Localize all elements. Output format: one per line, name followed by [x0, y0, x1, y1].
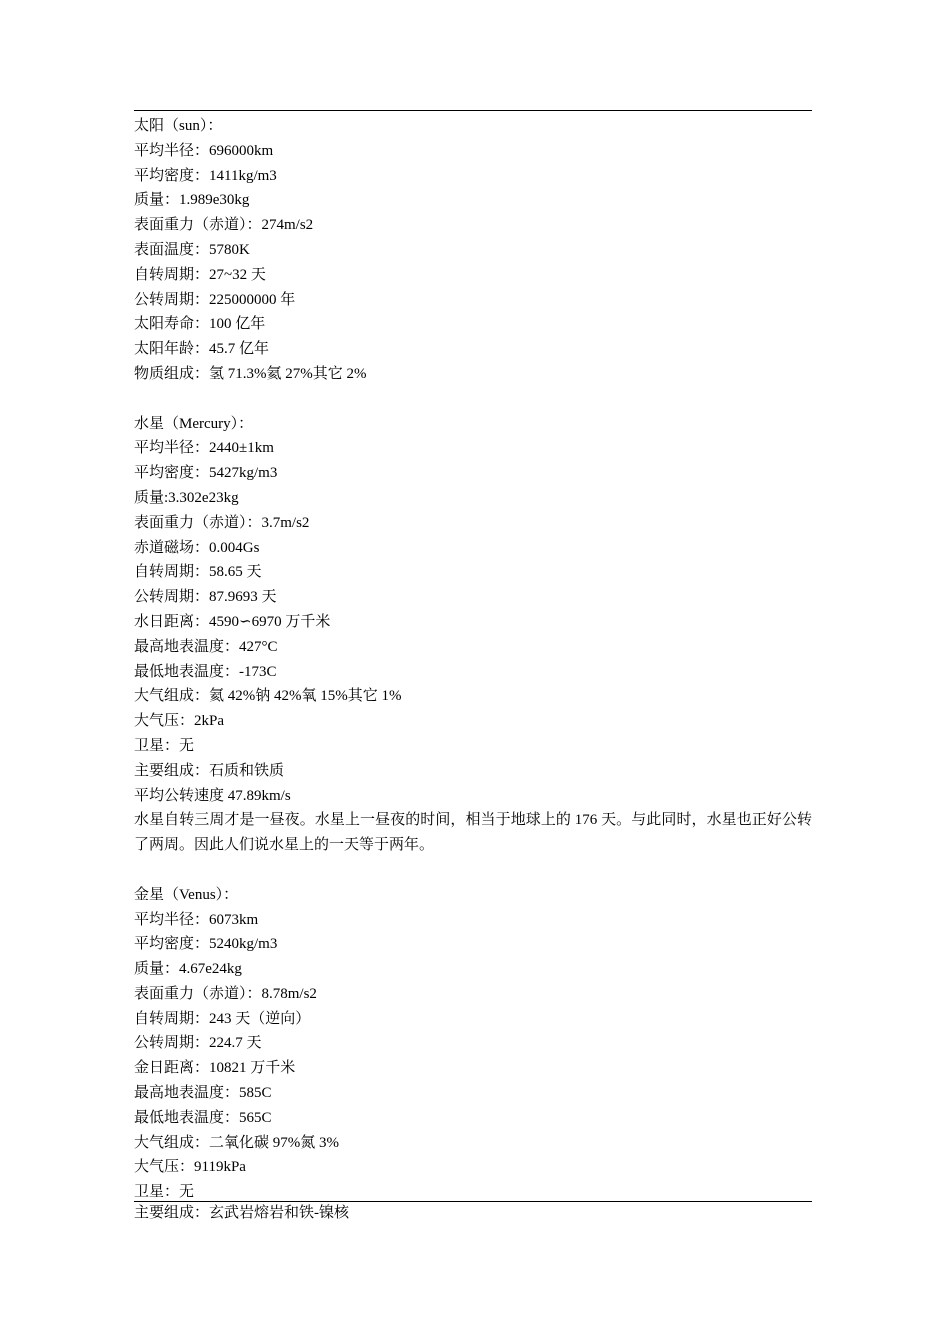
fact-line: 最低地表温度：-173C: [134, 663, 277, 680]
fact-line: 赤道磁场：0.004Gs: [134, 539, 260, 556]
mercury-day-paragraph: 水星自转三周才是一昼夜。水星上一昼夜的时间，相当于地球上的 176 天。与此同时，水星也正好公转了两周。因此人们说水星上的一天等于两年。: [134, 812, 812, 854]
section-heading: 水星（Mercury）：: [134, 415, 254, 432]
header-rule: [134, 110, 812, 111]
fact-line: 大气压：9119kPa: [134, 1159, 246, 1176]
fact-line: 公转周期：87.9693 天: [134, 589, 277, 606]
fact-line: 平均半径：696000km: [134, 142, 274, 159]
fact-line: 表面重力（赤道）：274m/s2: [134, 217, 314, 234]
fact-line: 公转周期：225000000 年: [134, 291, 296, 308]
fact-line: 金日距离：10821 万千米: [134, 1060, 296, 1077]
fact-line: 平均公转速度 47.89km/s: [134, 787, 291, 804]
fact-line: 最高地表温度：427°C: [134, 638, 278, 655]
fact-line: 主要组成：石质和铁质: [134, 762, 285, 779]
fact-line: 质量：1.989e30kg: [134, 192, 250, 209]
fact-line: 平均密度：5240kg/m3: [134, 936, 278, 953]
fact-line: 平均半径：6073km: [134, 911, 259, 928]
fact-line: 最高地表温度：585C: [134, 1085, 272, 1102]
document-body: [134, 114, 812, 1205]
fact-line: 大气组成：二氧化碳 97%氮 3%: [134, 1134, 339, 1151]
fact-line: 质量：4.67e24kg: [134, 961, 242, 978]
fact-line: 自转周期：58.65 天: [134, 564, 262, 581]
fact-line: 表面重力（赤道）：8.78m/s2: [134, 985, 317, 1002]
section-heading: 金星（Venus）：: [134, 886, 239, 903]
fact-line: 大气组成：氦 42%钠 42%氧 15%其它 1%: [134, 688, 402, 705]
section-mercury: [134, 412, 812, 858]
fact-line: 太阳年龄：45.7 亿年: [134, 341, 270, 358]
fact-line: 自转周期：243 天（逆向）: [134, 1010, 311, 1027]
fact-line: 质量:3.302e23kg: [134, 489, 239, 506]
fact-line: 最低地表温度：565C: [134, 1109, 272, 1126]
fact-line: 平均密度：1411kg/m3: [134, 167, 277, 184]
section-venus: [134, 883, 812, 1205]
fact-line: 平均半径：2440±1km: [134, 440, 274, 457]
fact-line: 卫星：无: [134, 737, 195, 754]
fact-line: 主要组成：玄武岩熔岩和铁-镍核: [134, 1205, 349, 1221]
fact-line: 平均密度：5427kg/m3: [134, 465, 278, 482]
fact-line: 卫星：无: [134, 1184, 195, 1201]
fact-line: 大气压：2kPa: [134, 713, 225, 730]
fact-line: 表面温度：5780K: [134, 241, 250, 258]
fact-line: 自转周期：27~32 天: [134, 266, 266, 283]
section-sun: [134, 114, 812, 387]
fact-line: 公转周期：224.7 天: [134, 1035, 262, 1052]
section-spacer: [134, 387, 812, 412]
fact-line: 物质组成：氢 71.3%氦 27%其它 2%: [134, 365, 367, 382]
fact-line: 表面重力（赤道）：3.7m/s2: [134, 514, 310, 531]
section-heading: 太阳（sun）：: [134, 118, 223, 134]
fact-line: 水日距离：4590∽6970 万千米: [134, 613, 331, 630]
fact-line: 太阳寿命：100 亿年: [134, 316, 266, 333]
section-spacer: [134, 858, 812, 883]
